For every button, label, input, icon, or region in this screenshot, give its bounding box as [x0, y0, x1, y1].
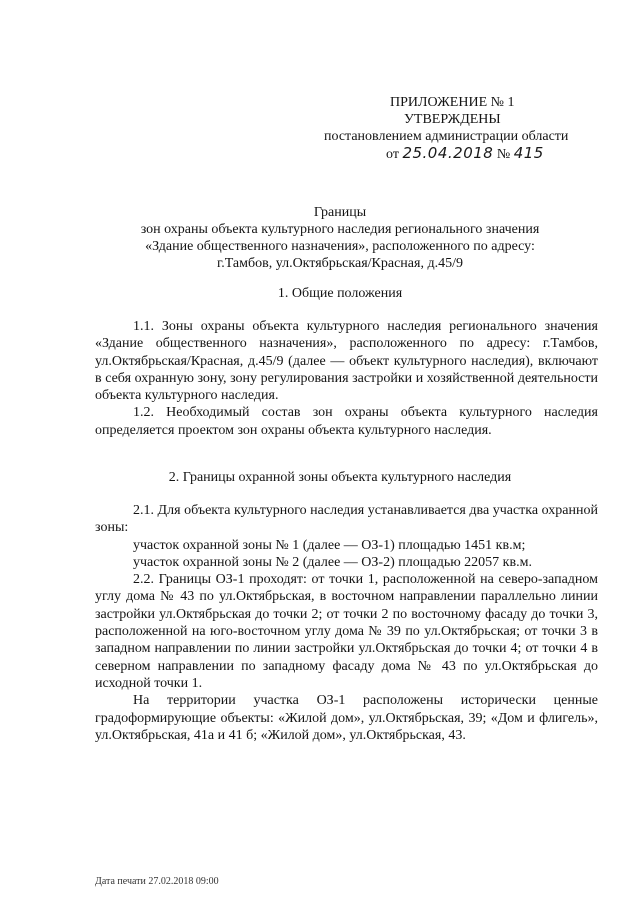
title-line-2: зон охраны объекта культурного наследия регионального значения	[140, 222, 540, 237]
handwritten-date: 25.04.2018	[402, 144, 494, 162]
section-2-heading: 2. Границы охранной зоны объекта культурного наследия	[168, 470, 512, 485]
approval-block	[320, 94, 590, 163]
paragraph-2-2: 2.2. Границы ОЗ-1 проходят: от точки 1, расположенной на северо-западном углу дома № 43 по ул.Октябрьская, в восточном направлении параллельно линии застройки ул.Октябрьская до точки 2; от точки 2 по восточному фасаду до точки 3, расположенной на юго-восточном углу дома № 39 по ул.Октябрьская; от точки 3 в западном направлении по линии застройки ул.Октябрьская до точки 4; от точки 4 в северном направлении по западному фасаду дома № 43 по ул.Октябрьская до исходной точки 1.	[95, 572, 598, 691]
list-item-oz1: участок охранной зоны № 1 (далее — ОЗ-1) площадью 1451 кв.м;	[133, 537, 526, 553]
title-line-3: «Здание общественного назначения», расположенного по адресу:	[145, 239, 535, 254]
title-line-4: г.Тамбов, ул.Октябрьская/Красная, д.45/9	[217, 256, 463, 271]
list-item-oz2: участок охранной зоны № 2 (далее — ОЗ-2) площадью 22057 кв.м.	[133, 554, 532, 570]
section-1-body	[95, 318, 598, 439]
title-line-1: Границы	[313, 205, 367, 220]
paragraph-2-1: 2.1. Для объекта культурного наследия устанавливается два участка охранной зоны:	[95, 503, 598, 536]
section-1-heading: 1. Общие положения	[277, 286, 403, 301]
paragraph-2-3: На территории участка ОЗ-1 расположены исторически ценные градоформирующие объекты: «Жилой дом», ул.Октябрьская, 39; «Дом и флигель», ул.Октябрьская, 41а и 41 б; «Жилой дом», ул.Октябрьская, 43.	[95, 693, 598, 743]
from-label: от	[386, 147, 399, 162]
number-label: №	[496, 147, 511, 162]
decree-line	[320, 145, 590, 163]
appendix-label: ПРИЛОЖЕНИЕ № 1	[390, 95, 515, 110]
section-2-body	[95, 502, 598, 744]
paragraph-1-2: 1.2. Необходимый состав зон охраны объекта культурного наследия определяется проектом зон охраны объекта культурного наследия.	[95, 405, 598, 438]
document-title	[90, 204, 590, 272]
approved-label: УТВЕРЖДЕНЫ	[404, 112, 501, 127]
paragraph-1-1: 1.1. Зоны охраны объекта культурного наследия регионального значения «Здание общественного назначения», расположенного по адресу: г.Тамбов, ул.Октябрьская/Красная, д.45/9 (далее — объект культурного наследия), включают в себя охранную зону, зону регулирования застройки и хозяйственной деятельности объекта культурного наследия.	[95, 319, 598, 404]
handwritten-number: 415	[513, 144, 544, 162]
approved-by: постановлением администрации области	[324, 129, 569, 144]
print-date: Дата печати 27.02.2018 09:00	[95, 876, 219, 887]
